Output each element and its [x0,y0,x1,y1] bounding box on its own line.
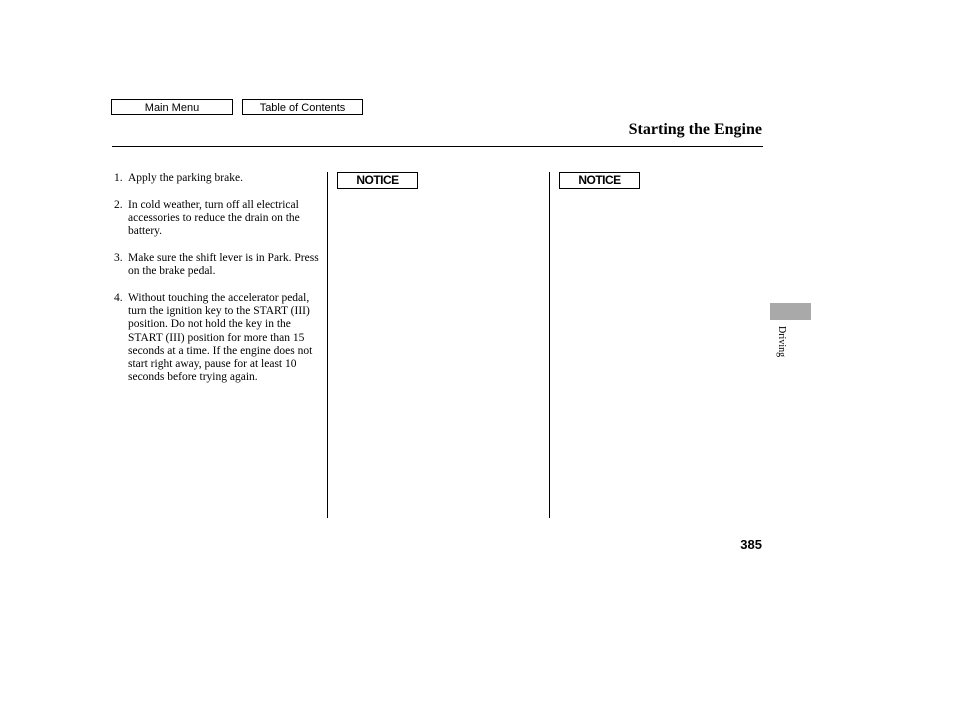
list-item [114,199,319,239]
step-number: 2. [114,198,123,211]
column-divider [549,172,550,518]
step-text: Make sure the shift lever is in Park. Press on the brake pedal. [128,251,319,278]
step-text: In cold weather, turn off all electrical accessories to reduce the drain on the battery. [128,198,300,238]
section-tab [770,303,811,320]
step-number: 1. [114,172,123,184]
step-number: 3. [114,251,123,264]
list-item [114,292,319,385]
list-item [114,252,319,279]
step-number: 4. [114,291,123,304]
step-text: Apply the parking brake. [128,172,243,184]
page-title: Starting the Engine [628,121,762,138]
section-label: Driving [776,326,787,358]
column-divider [327,172,328,518]
notice-label: NOTICE [337,172,418,189]
steps-list [114,172,319,398]
header-rule [112,146,763,147]
page-number: 385 [740,537,762,552]
main-menu-button[interactable]: Main Menu [111,99,233,115]
list-item [114,172,319,185]
step-text: Without touching the accelerator pedal, turn the ignition key to the START (III) position. Do not hold the key in the START (III) position for more than 15 seconds at a time. If the engine does not start right away, pause for at least 10 seconds before trying again. [128,291,313,384]
notice-label: NOTICE [559,172,640,189]
table-of-contents-button[interactable]: Table of Contents [242,99,363,115]
